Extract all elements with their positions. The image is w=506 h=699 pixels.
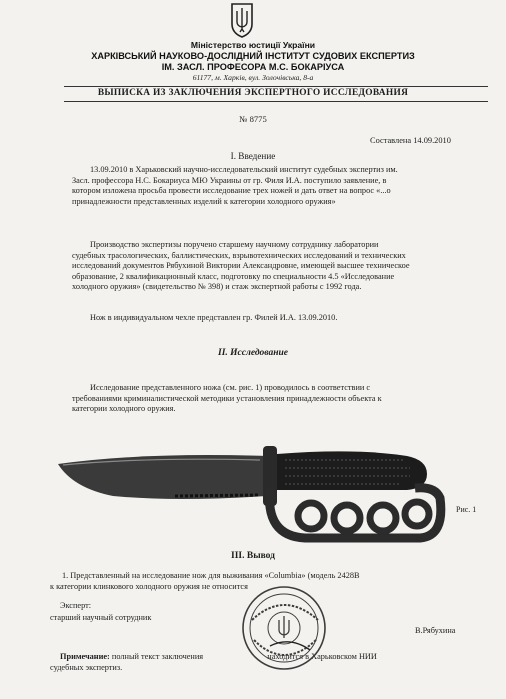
text-line: Производство экспертизы поручено старшему научному сотруднику лаборатории (90, 240, 379, 249)
institute-line1: ХАРКІВСЬКИЙ НАУКОВО-ДОСЛІДНИЙ ІНСТИТУТ СУДОВИХ ЕКСПЕРТИЗ (91, 51, 415, 61)
knife-photo-figure (55, 438, 450, 546)
section3-heading: III. Вывод (231, 551, 275, 561)
text-line: 13.09.2010 в Харьковский научно-исследовательский институт судебных экспертиз им. (90, 165, 398, 174)
document-title: ВЫПИСКА ИЗ ЗАКЛЮЧЕНИЯ ЭКСПЕРТНОГО ИССЛЕДОВАНИЯ (97, 88, 409, 98)
text-line: судебных трасологических, баллистических, взрывотехнических исследований и технических (72, 250, 406, 260)
text-line: к категории клинкового холодного оружия не относится (50, 581, 248, 591)
section1-paragraph1 (72, 165, 482, 207)
text-line: принадлежности представленных изделий к категории холодного оружия» (72, 196, 336, 206)
note-line2: судебных экспертиз. (50, 663, 123, 672)
text-line: образование, 2 квалификационный класс, подготовку по специальности 4.5 «Исследование (72, 271, 395, 281)
institute-line2: ІМ. ЗАСЛ. ПРОФЕСОРА М.С. БОКАРІУСА (161, 62, 345, 72)
ukraine-trident-emblem-icon (229, 2, 255, 38)
compiled-label: Составлена (370, 136, 412, 145)
text-line: Засл. профессора Н.С. Бокариуса МЮ Украины от гр. Филя И.А. поступило заявление, в (72, 175, 387, 185)
text-line: исследований документов Рябухиной Виктории Александровне, имеющей высшее техническое (72, 261, 410, 271)
text-line: холодного оружия» (свидетельство № 398) и стаж экспертной работы с 1992 года. (72, 282, 362, 292)
expert-name: В.Рябухина (415, 626, 456, 635)
figure-caption: Рис. 1 (456, 505, 477, 514)
section2-heading: II. Исследование (218, 348, 288, 358)
text-line: 1. Представленный на исследование нож для выживания «Columbia» (модель 2428В (62, 571, 360, 580)
text-line: требованиями криминалистической методики установления принадлежности объекта к (72, 393, 382, 403)
section1-paragraph3: Нож в индивидуальном чехле представлен гр. Филей И.А. 13.09.2010. (90, 313, 338, 322)
header-divider-bottom (64, 101, 488, 102)
section1-paragraph2 (72, 240, 482, 293)
text-line: котором изложена просьба провести исследование трех ножей и дать ответ на вопрос «...о (72, 186, 391, 196)
note-label: Примечание: (60, 652, 110, 661)
text-line: Исследование представленного ножа (см. рис. 1) проводилось в соответствии с (90, 383, 371, 392)
official-seal-stamp-icon (240, 584, 328, 672)
section2-paragraph1 (72, 383, 482, 415)
text-line: категории холодного оружия. (72, 404, 176, 414)
expert-label: Эксперт: (60, 601, 92, 610)
note-text-b: находится в Харьковском НИИ (267, 652, 377, 661)
compiled-date: 14.09.2010 (413, 136, 451, 145)
note-text-a: полный текст заключения (111, 652, 204, 661)
document-number: № 8775 (239, 114, 267, 124)
section1-heading: I. Введение (230, 151, 276, 161)
compiled-date-row (370, 136, 451, 146)
ministry-line: Міністерство юстиції України (190, 40, 316, 50)
expert-title: старший научный сотрудник (50, 613, 152, 622)
institute-address: 61177, м. Харків, вул. Золочівська, 8-а (192, 73, 314, 82)
header-divider-top (64, 86, 488, 87)
